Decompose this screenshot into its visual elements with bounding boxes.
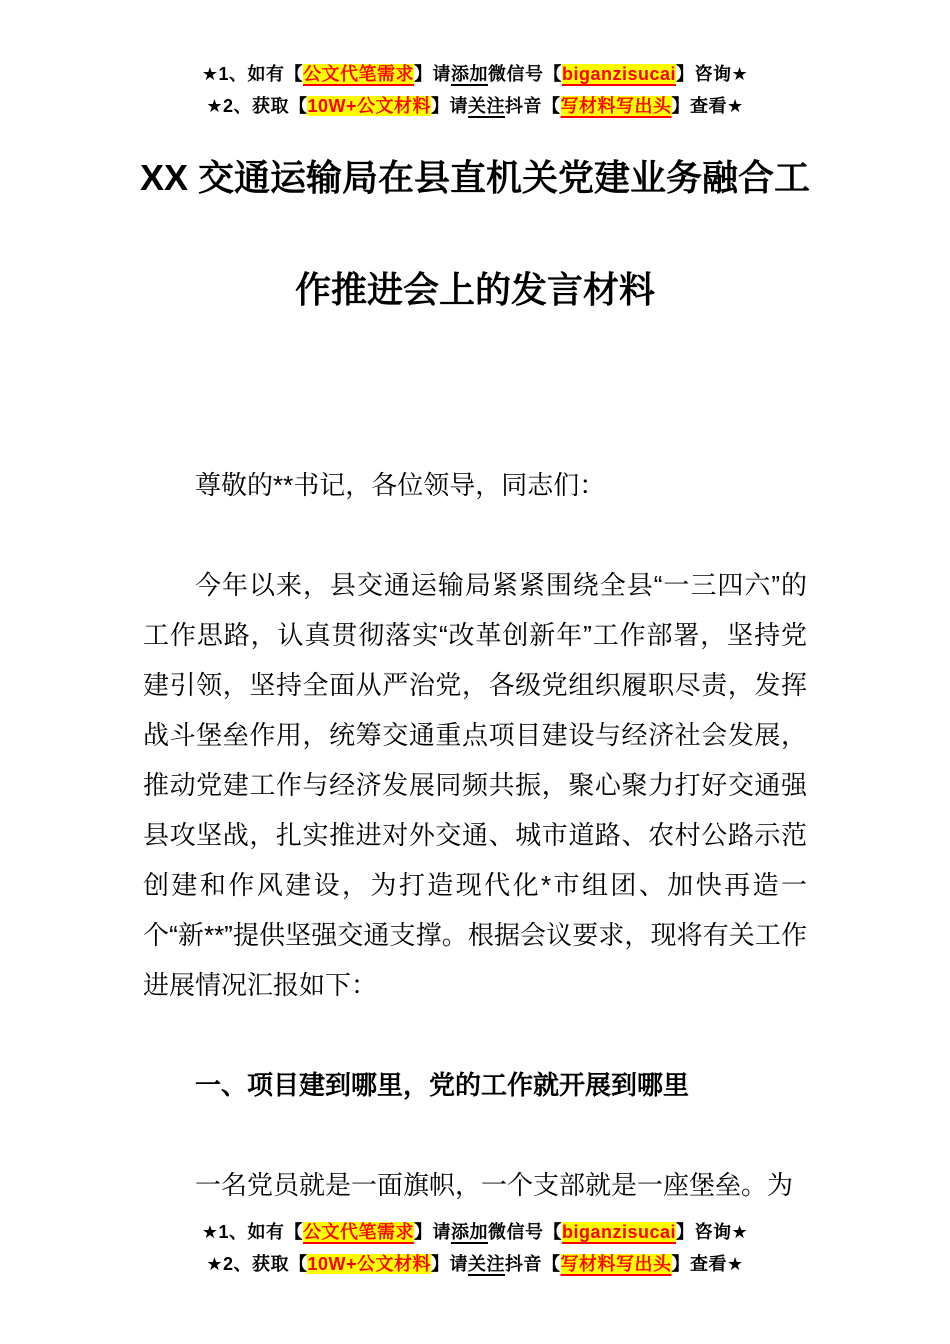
notice1-wechat-id: biganzisucai [561, 64, 677, 84]
footer-notice [0, 1216, 950, 1280]
notice1-suffix: 】咨询★ [676, 1222, 749, 1242]
notice2-material-highlight: 10W+公文材料 [307, 1254, 432, 1274]
notice1-suffix: 】咨询★ [676, 64, 749, 84]
notice2-prefix: ★2、获取【 [206, 1254, 308, 1274]
notice2-follow-underline: 关注 [468, 1254, 506, 1274]
notice2-material-highlight: 10W+公文材料 [307, 96, 432, 116]
notice2-suffix: 】查看★ [671, 1254, 744, 1274]
notice1-service-highlight: 公文代笔需求 [302, 1222, 414, 1242]
notice2-follow-underline: 关注 [468, 96, 506, 116]
notice1-service-highlight: 公文代笔需求 [302, 64, 414, 84]
header-notice-line-1 [0, 58, 950, 90]
notice1-wechat-id: biganzisucai [561, 1222, 677, 1242]
notice2-suffix: 】查看★ [671, 96, 744, 116]
notice1-mid1: 】请 [413, 64, 451, 84]
notice1-mid2: 微信号【 [487, 1222, 562, 1242]
section-heading-1: 一、项目建到哪里，党的工作就开展到哪里 [195, 1070, 690, 1100]
footer-notice-line-2 [0, 1248, 950, 1280]
paragraph-1: 今年以来，县交通运输局紧紧围绕全县“一三四六”的工作思路，认真贯彻落实“改革创新年”工作部署，坚持党建引领，坚持全面从严治党，各级党组织履职尽责，发挥战斗堡垒作用，统筹交通重点项目建设与经济社会发展，推动党建工作与经济发展同频共振，聚心聚力打好交通强县攻坚战，扎实推进对外交通、城市道路、农村公路示范创建和作风建设，为打造现代化*市组团、加快再造一个“新**”提供坚强交通支撑。根据会议要求，现将有关工作进展情况汇报如下： [143, 570, 807, 1000]
paragraph-2: 一名党员就是一面旗帜，一个支部就是一座堡垒。为 [195, 1170, 794, 1200]
notice1-mid1: 】请 [413, 1222, 451, 1242]
notice1-prefix: ★1、如有【 [201, 64, 303, 84]
title-line-2: 作推进会上的发言材料 [294, 269, 655, 310]
notice1-mid2: 微信号【 [487, 64, 562, 84]
notice2-mid2: 抖音【 [505, 1254, 561, 1274]
header-notice [0, 0, 950, 122]
document-title [100, 122, 850, 346]
notice1-add-underline: 添加 [450, 64, 488, 84]
notice2-mid1: 】请 [431, 1254, 469, 1274]
notice2-douyin-name: 写材料写出头 [560, 1254, 672, 1274]
notice2-mid1: 】请 [431, 96, 469, 116]
notice2-mid2: 抖音【 [505, 96, 561, 116]
notice2-prefix: ★2、获取【 [206, 96, 308, 116]
notice1-prefix: ★1、如有【 [201, 1222, 303, 1242]
header-notice-line-2 [0, 90, 950, 122]
footer-notice-line-1 [0, 1216, 950, 1248]
title-line-1: XX 交通运输局在县直机关党建业务融合工 [139, 157, 811, 198]
notice1-add-underline: 添加 [450, 1222, 488, 1242]
greeting-line: 尊敬的**书记，各位领导，同志们： [195, 470, 606, 500]
notice2-douyin-name: 写材料写出头 [560, 96, 672, 116]
